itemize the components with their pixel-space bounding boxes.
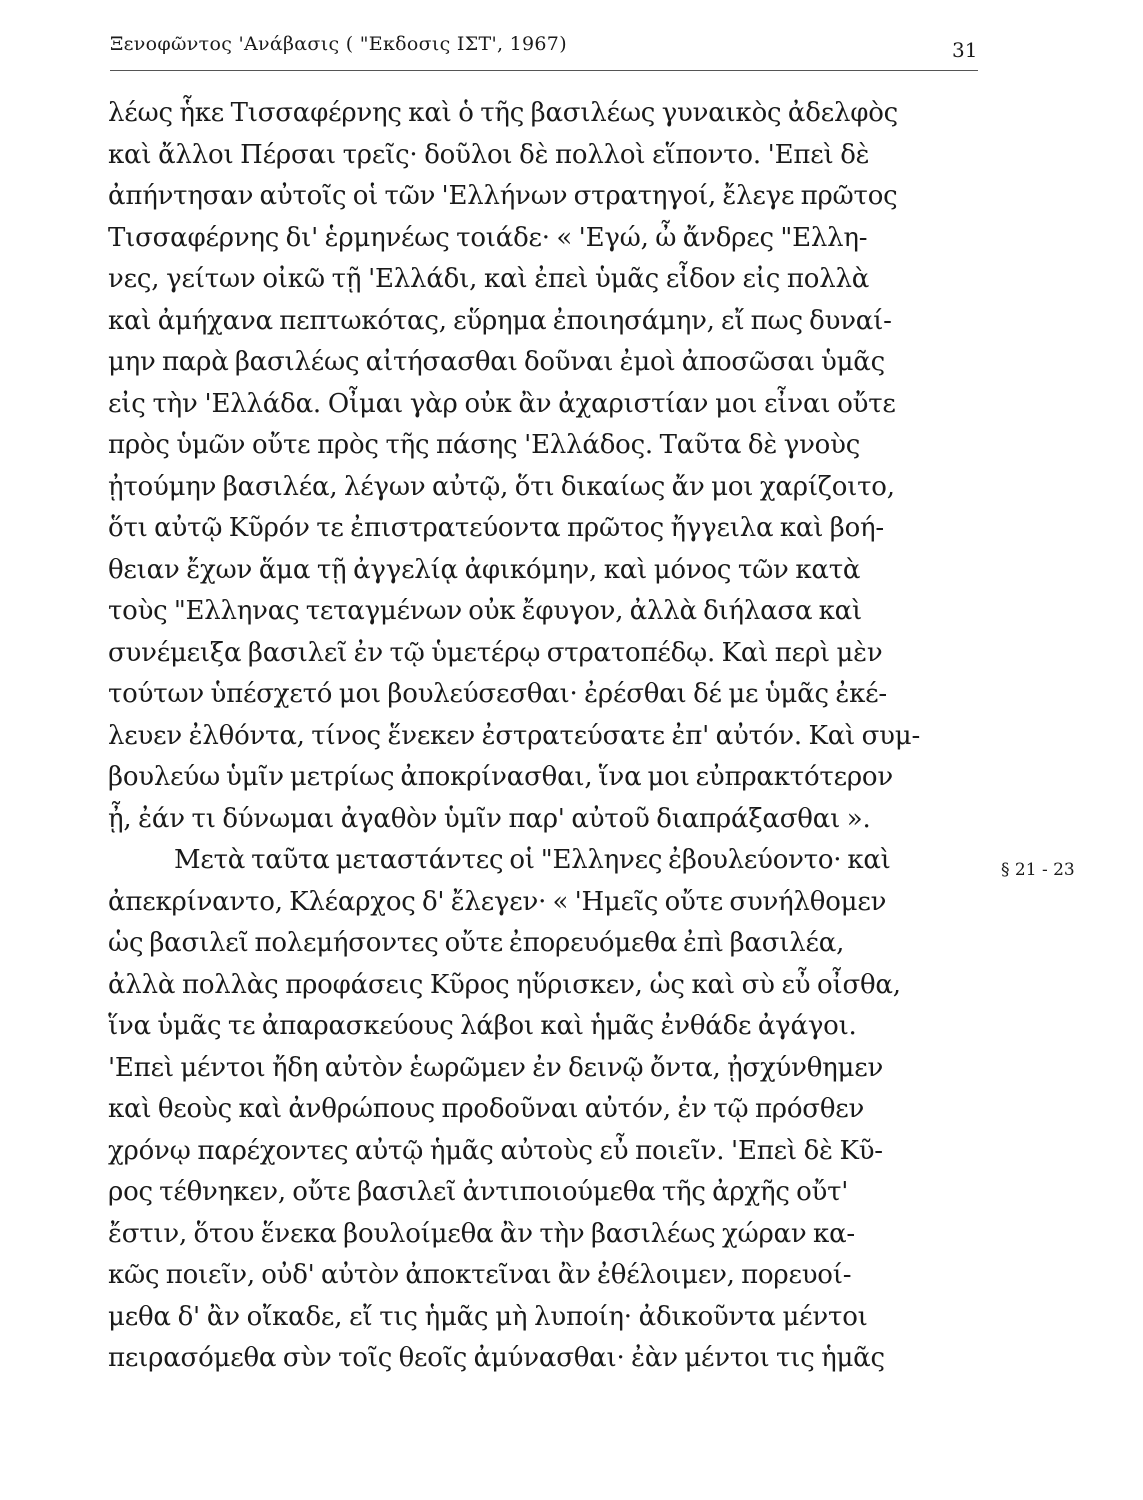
text-line: ᾖ, ἐάν τι δύνωμαι ἀγαθὸν ὑμῖν παρ' αὐτοῦ διαπράξασθαι ». xyxy=(108,803,871,834)
text-line: λέως ἧκε Τισσαφέρνης καὶ ὁ τῆς βασιλέως γυναικὸς ἀδελφὸς xyxy=(108,98,898,128)
text-line: μην παρὰ βασιλέως αἰτήσασθαι δοῦναι ἐμοὶ ἀποσῶσαι ὑμᾶς xyxy=(108,347,885,377)
text-line: Τισσαφέρνης δι' ἑρμηνέως τοιάδε· « 'Εγώ, ὦ ἄνδρες "Ελλη- xyxy=(108,222,868,253)
text-line: ἔστιν, ὅτου ἕνεκα βουλοίμεθα ἂν τὴν βασιλέως χώραν κα- xyxy=(108,1218,855,1249)
text-line: πρὸς ὑμῶν οὔτε πρὸς τῆς πάσης 'Ελλάδος. Ταῦτα δὲ γνοὺς xyxy=(108,430,861,460)
text-line: ἵνα ὑμᾶς τε ἀπαρασκεύους λάβοι καὶ ἡμᾶς ἐνθάδε ἀγάγοι. xyxy=(108,1011,857,1041)
text-line: καὶ θεοὺς καὶ ἀνθρώπους προδοῦναι αὐτόν, ἐν τῷ πρόσθεν xyxy=(108,1094,865,1124)
text-line: ἀπήντησαν αὐτοῖς οἱ τῶν 'Ελλήνων στρατηγοί, ἔλεγε πρῶτος xyxy=(108,181,898,211)
text-line: ἀπεκρίναντο, Κλέαρχος δ' ἔλεγεν· « 'Ημεῖς οὔτε συνήλθομεν xyxy=(108,886,887,917)
text-line: βουλεύω ὑμῖν μετρίως ἀποκρίνασθαι, ἵνα μοι εὐπρακτότερον xyxy=(108,762,893,792)
text-line: καὶ ἄλλοι Πέρσαι τρεῖς· δοῦλοι δὲ πολλοὶ εἵποντο. 'Επεὶ δὲ xyxy=(108,139,870,170)
text-line: νες, γείτων οἰκῶ τῇ 'Ελλάδι, καὶ ἐπεὶ ὑμᾶς εἶδον εἰς πολλὰ xyxy=(108,264,870,294)
text-line: λευεν ἐλθόντα, τίνος ἕνεκεν ἐστρατεύσατε ἐπ' αὐτόν. Καὶ συμ- xyxy=(108,720,921,751)
text-line: τούτων ὑπέσχετό μοι βουλεύσεσθαι· ἐρέσθαι δέ με ὑμᾶς ἐκέ- xyxy=(108,679,887,709)
text-line: συνέμειξα βασιλεῖ ἐν τῷ ὑμετέρῳ στρατοπέδῳ. Καὶ περὶ μὲν xyxy=(108,637,883,668)
text-line: 'Επεὶ μέντοι ἤδη αὐτὸν ἑωρῶμεν ἐν δεινῷ ὄντα, ᾐσχύνθημεν xyxy=(108,1052,884,1083)
text-line: ὅτι αὐτῷ Κῦρόν τε ἐπιστρατεύοντα πρῶτος ἤγγειλα καὶ βοή- xyxy=(108,513,884,543)
text-line: θειαν ἔχων ἅμα τῇ ἀγγελίᾳ ἀφικόμην, καὶ μόνος τῶν κατὰ xyxy=(108,554,861,585)
page-number: 31 xyxy=(952,38,978,62)
text-line: κῶς ποιεῖν, οὐδ' αὐτὸν ἀποκτεῖναι ἂν ἐθέλοιμεν, πορευοί- xyxy=(108,1260,852,1290)
paragraph-start-line: Μετὰ ταῦτα μεταστάντες οἱ "Ελληνες ἐβουλεύοντο· καὶ xyxy=(174,845,891,875)
text-line: ἀλλὰ πολλὰς προφάσεις Κῦρος ηὕρισκεν, ὡς καὶ σὺ εὖ οἶσθα, xyxy=(108,969,901,1000)
text-line: τοὺς "Ελληνας τεταγμένων οὐκ ἔφυγον, ἀλλὰ διήλασα καὶ xyxy=(108,596,862,626)
text-line: χρόνῳ παρέχοντες αὐτῷ ἡμᾶς αὐτοὺς εὖ ποιεῖν. 'Επεὶ δὲ Κῦ- xyxy=(108,1135,883,1166)
text-line: καὶ ἀμήχανα πεπτωκότας, εὕρημα ἐποιησάμην, εἴ πως δυναί- xyxy=(108,305,892,336)
text-line: ρος τέθνηκεν, οὔτε βασιλεῖ ἀντιποιούμεθα τῆς ἀρχῆς οὔτ' xyxy=(108,1177,849,1207)
running-title: Ξενοφῶντος 'Ανάβασις ( "Εκδοσις ΙΣΤ', 1967) xyxy=(110,33,567,55)
text-line: εἰς τὴν 'Ελλάδα. Οἶμαι γὰρ οὐκ ἂν ἀχαριστίαν μοι εἶναι οὔτε xyxy=(108,388,896,419)
text-line: ὡς βασιλεῖ πολεμήσοντες οὔτε ἐπορευόμεθα ἐπὶ βασιλέα, xyxy=(108,928,845,958)
text-line: πειρασόμεθα σὺν τοῖς θεοῖς ἀμύνασθαι· ἐὰν μέντοι τις ἡμᾶς xyxy=(108,1343,885,1373)
text-line: μεθα δ' ἂν οἴκαδε, εἴ τις ἡμᾶς μὴ λυποίη· ἀδικοῦντα μέντοι xyxy=(108,1301,868,1332)
body-text xyxy=(108,93,988,1380)
text-line: ᾐτούμην βασιλέα, λέγων αὐτῷ, ὅτι δικαίως ἄν μοι χαρίζοιτο, xyxy=(108,471,895,502)
section-margin-note: § 21 - 23 xyxy=(1001,860,1075,880)
header-rule xyxy=(110,70,978,71)
